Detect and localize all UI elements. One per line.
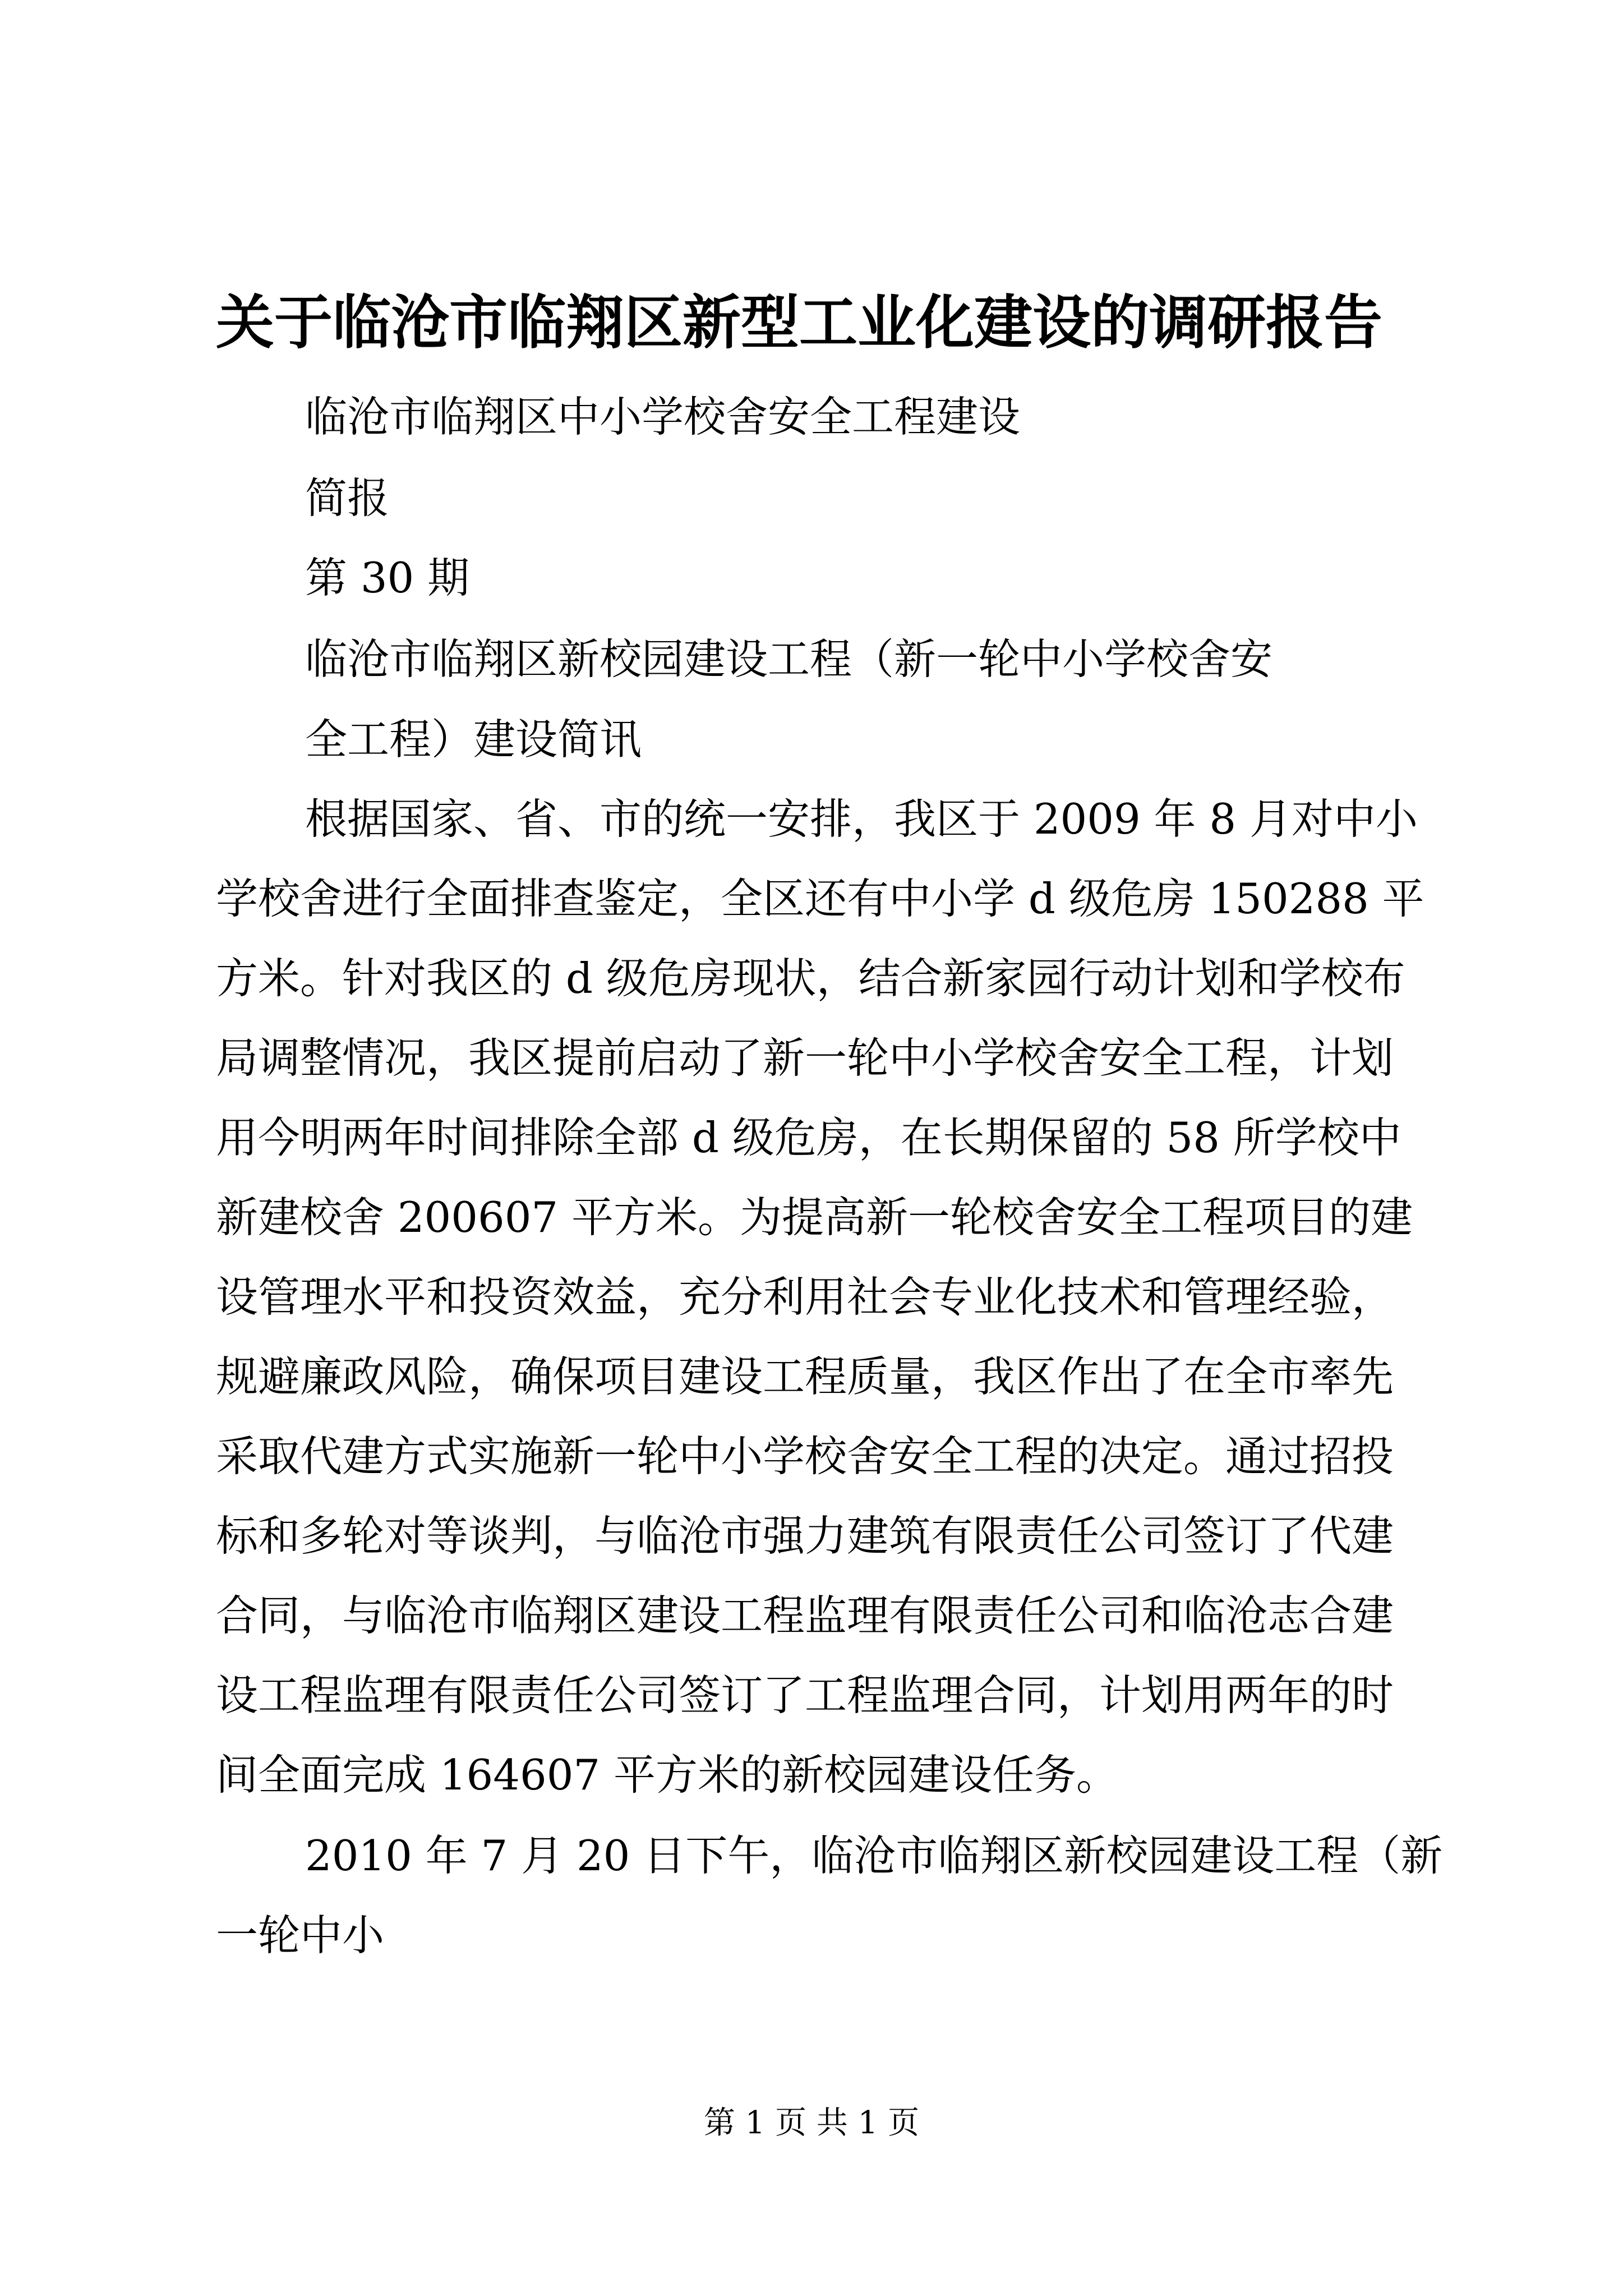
document-title: 关于临沧市临翔区新型工业化建设的调研报告	[216, 288, 1383, 357]
body-line: 局调整情况，我区提前启动了新一轮中小学校舍安全工程，计划	[216, 1033, 1394, 1083]
body-line: 根据国家、省、市的统一安排，我区于 2009 年 8 月对中小	[305, 794, 1418, 844]
subtitle-line: 临沧市临翔区中小学校舍安全工程建设	[305, 392, 1021, 441]
body-line: 新建校舍 200607 平方米。为提高新一轮校舍安全工程项目的建	[216, 1193, 1413, 1242]
body-line: 设工程监理有限责任公司签订了工程监理合同，计划用两年的时	[216, 1671, 1394, 1720]
issue-number: 第 30 期	[305, 553, 470, 602]
body-line: 规避廉政风险，确保项目建设工程质量，我区作出了在全市率先	[216, 1352, 1394, 1401]
body-line: 采取代建方式实施新一轮中小学校舍安全工程的决定。通过招投	[216, 1432, 1394, 1481]
body-line: 方米。针对我区的 d 级危房现状，结合新家园行动计划和学校布	[216, 954, 1405, 1003]
body-line: 用今明两年时间排除全部 d 级危房，在长期保留的 58 所学校中	[216, 1113, 1401, 1162]
body-line: 设管理水平和投资效益，充分利用社会专业化技术和管理经验，	[216, 1272, 1394, 1322]
bulletin-label: 简报	[305, 473, 390, 523]
body-line: 学校舍进行全面排查鉴定，全区还有中小学 d 级危房 150288 平	[216, 874, 1424, 923]
body-line: 间全面完成 164607 平方米的新校园建设任务。	[216, 1750, 1118, 1800]
headline-line-1: 临沧市临翔区新校园建设工程（新一轮中小学校舍安	[305, 634, 1273, 684]
body-line: 合同，与临沧市临翔区建设工程监理有限责任公司和临沧志合建	[216, 1591, 1394, 1640]
body-line: 2010 年 7 月 20 日下午，临沧市临翔区新校园建设工程（新	[305, 1831, 1443, 1880]
body-line: 标和多轮对等谈判，与临沧市强力建筑有限责任公司签订了代建	[216, 1511, 1394, 1561]
body-line: 一轮中小	[216, 1911, 385, 1960]
page-footer: 第 1 页 共 1 页	[703, 2105, 920, 2141]
headline-line-2: 全工程）建设简讯	[305, 715, 642, 764]
